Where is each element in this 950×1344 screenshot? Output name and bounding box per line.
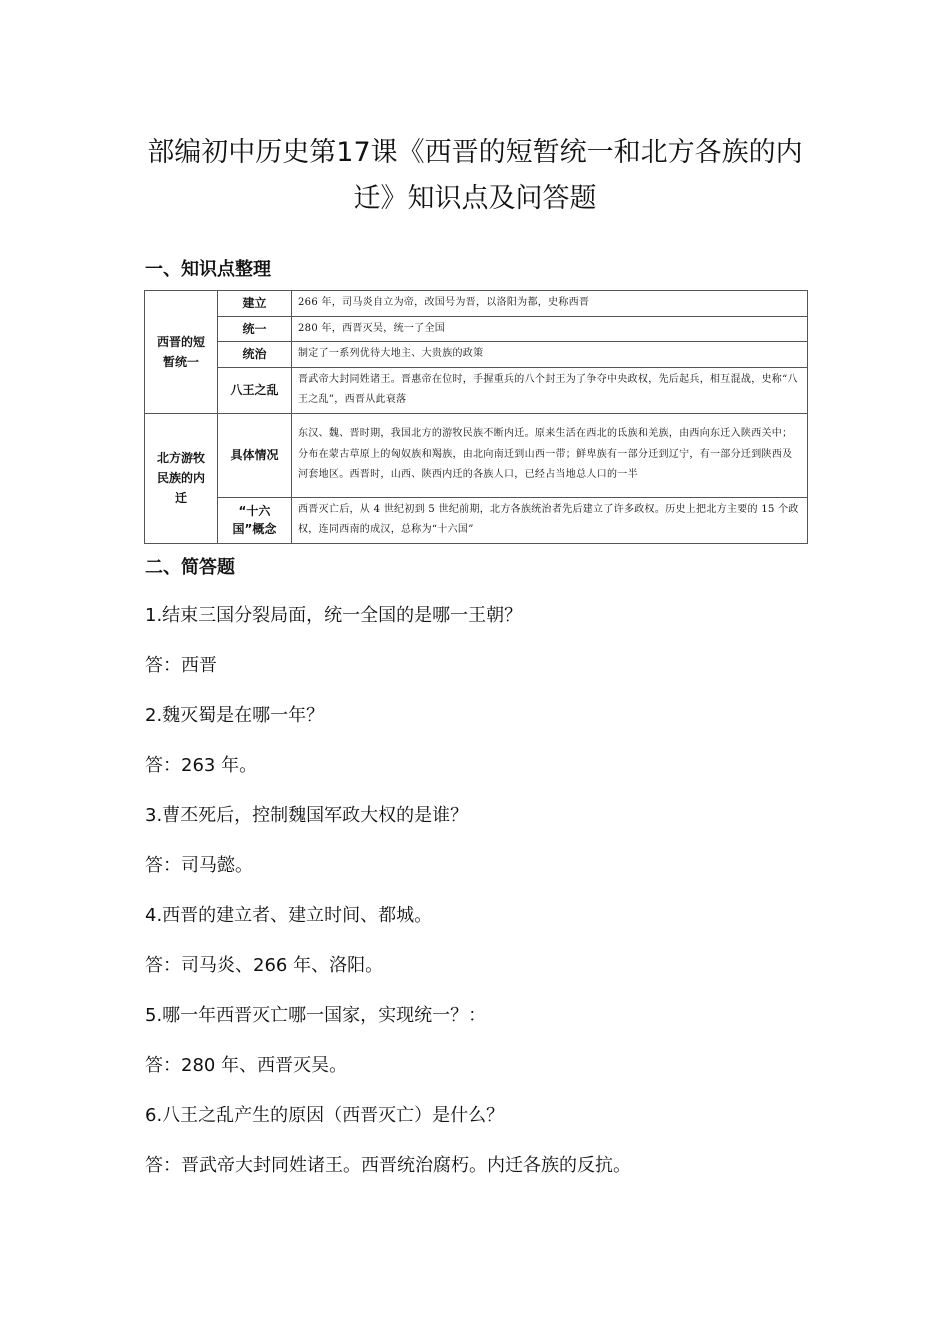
row-label: 具体情况 [218, 413, 292, 497]
row-label: 建立 [218, 291, 292, 317]
row-desc: 晋武帝大封同姓诸王。晋惠帝在位时，手握重兵的八个封王为了争夺中央政权，先后起兵，相互混战，史称“八王之乱”，西晋从此衰落 [292, 367, 808, 413]
section-heading-qa: 二、简答题 [145, 557, 235, 578]
row-desc: 266 年，司马炎自立为帝，改国号为晋，以洛阳为都，史称西晋 [292, 291, 808, 317]
answer-3: 答：司马懿。 [145, 855, 253, 876]
question-1: 1.结束三国分裂局面，统一全国的是哪一王朝？ [145, 605, 523, 626]
knowledge-table [144, 290, 808, 544]
table-row [145, 413, 808, 497]
group-label-western-jin: 西晋的短暂统一 [145, 291, 218, 414]
table-row [145, 316, 808, 342]
table-row [145, 342, 808, 368]
title-line-1: 部编初中历史第17课《西晋的短暂统一和北方各族的内 [147, 137, 803, 168]
row-label: 统一 [218, 316, 292, 342]
table-row [145, 291, 808, 317]
title-line-2: 迁》知识点及问答题 [353, 183, 597, 214]
answer-1: 答：西晋 [145, 655, 217, 676]
row-desc: 280 年，西晋灭吴，统一了全国 [292, 316, 808, 342]
answer-4: 答：司马炎、266 年、洛阳。 [145, 955, 384, 976]
answer-5: 答：280 年、西晋灭吴。 [145, 1055, 348, 1076]
page-title [100, 130, 850, 222]
row-label: “十六国”概念 [218, 497, 292, 543]
question-6: 6.八王之乱产生的原因（西晋灭亡）是什么？ [145, 1105, 505, 1126]
question-5: 5.哪一年西晋灭亡哪一国家，实现统一？： [145, 1005, 487, 1026]
row-label: 统治 [218, 342, 292, 368]
table-row [145, 497, 808, 543]
row-desc: 西晋灭亡后，从 4 世纪初到 5 世纪前期，北方各族统治者先后建立了许多政权。历史上把北方主要的 15 个政权，连同西南的成汉，总称为“十六国” [292, 497, 808, 543]
answer-2: 答：263 年。 [145, 755, 258, 776]
question-3: 3.曹丕死后，控制魏国军政大权的是谁？ [145, 805, 469, 826]
table-row [145, 367, 808, 413]
group-label-nomad-migration: 北方游牧民族的内迁 [145, 413, 218, 543]
row-desc: 东汉、魏、晋时期，我国北方的游牧民族不断内迁。原来生活在西北的氐族和羌族，由西向东迁入陕西关中；分布在蒙古草原上的匈奴族和羯族，由北向南迁到山西一带；鲜卑族有一部分迁到辽宁，有一部分迁到陕西及河套地区。西晋时，山西、陕西内迁的各族人口，已经占当地总人口的一半 [292, 413, 808, 497]
question-4: 4.西晋的建立者、建立时间、都城。 [145, 905, 433, 926]
row-label: 八王之乱 [218, 367, 292, 413]
row-desc: 制定了一系列优待大地主、大贵族的政策 [292, 342, 808, 368]
section-heading-knowledge: 一、知识点整理 [145, 259, 271, 280]
answer-6: 答：晋武帝大封同姓诸王。西晋统治腐朽。内迁各族的反抗。 [145, 1155, 631, 1176]
question-2: 2.魏灭蜀是在哪一年？ [145, 705, 325, 726]
